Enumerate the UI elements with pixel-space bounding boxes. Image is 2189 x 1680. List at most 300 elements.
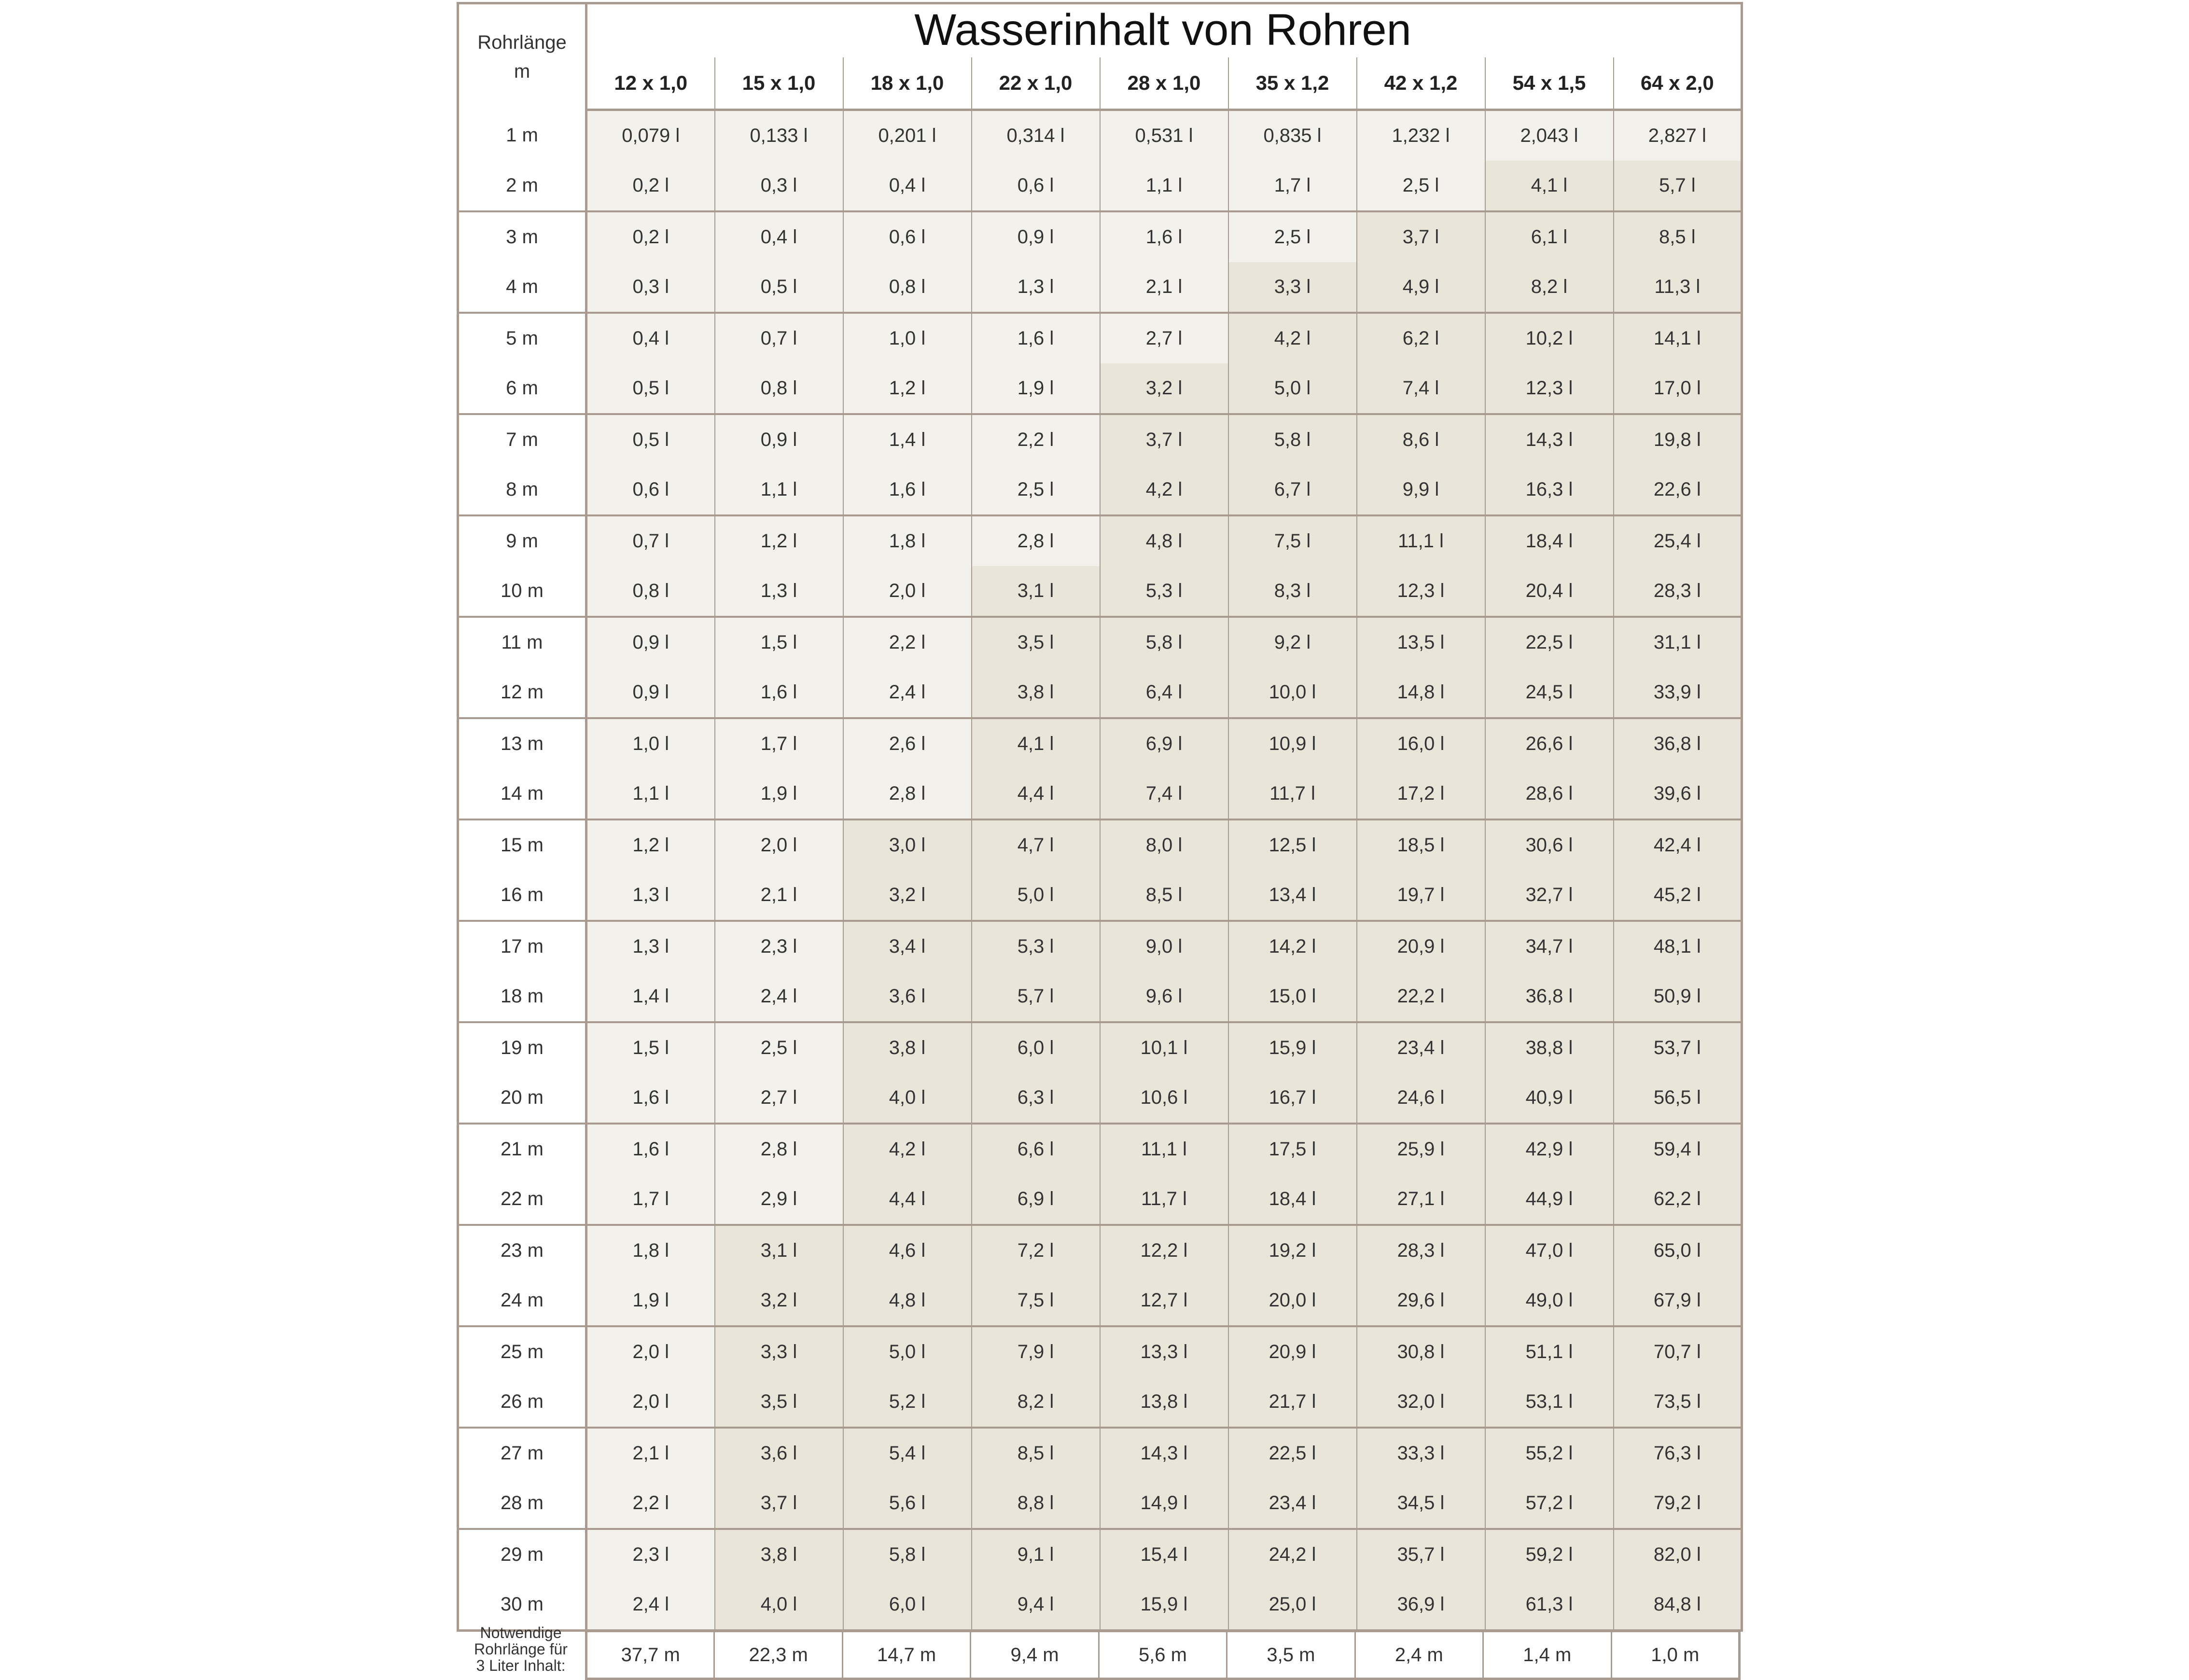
volume-cell: 17,2 l [1357,769,1485,819]
volume-cell: 18,4 l [1228,1174,1357,1225]
volume-cell: 12,3 l [1357,566,1485,617]
volume-cell: 5,8 l [843,1529,972,1580]
row-length: 3 m [458,211,586,262]
row-header-line-2: m [514,61,530,83]
volume-cell: 5,8 l [1228,414,1357,465]
volume-cell: 0,7 l [715,313,843,363]
volume-cell: 8,2 l [1485,262,1614,313]
volume-cell: 0,8 l [715,363,843,414]
volume-cell: 1,9 l [715,769,843,819]
table-row [458,819,1742,870]
volume-cell: 4,1 l [972,718,1100,769]
table-row [458,1326,1742,1377]
row-length: 17 m [458,921,586,972]
volume-cell: 15,9 l [1100,1580,1228,1631]
volume-cell: 6,2 l [1357,313,1485,363]
volume-cell: 4,4 l [972,769,1100,819]
volume-cell: 53,1 l [1485,1377,1614,1428]
volume-cell: 28,3 l [1614,566,1742,617]
volume-cell: 0,9 l [715,414,843,465]
volume-cell: 3,2 l [1100,363,1228,414]
volume-cell: 42,9 l [1485,1124,1614,1174]
volume-cell: 3,5 l [972,617,1100,667]
volume-cell: 65,0 l [1614,1225,1742,1276]
volume-cell: 0,201 l [843,110,972,161]
volume-cell: 4,2 l [1100,465,1228,515]
volume-cell: 5,3 l [972,921,1100,972]
volume-cell: 5,7 l [972,972,1100,1022]
volume-cell: 1,3 l [972,262,1100,313]
volume-cell: 16,3 l [1485,465,1614,515]
volume-cell: 7,9 l [972,1326,1100,1377]
table-row [458,414,1742,465]
volume-cell: 1,4 l [586,972,715,1022]
volume-cell: 3,5 l [715,1377,843,1428]
row-length: 9 m [458,515,586,566]
volume-cell: 3,0 l [843,819,972,870]
volume-cell: 15,4 l [1100,1529,1228,1580]
table-row [458,1428,1742,1478]
volume-cell: 4,0 l [715,1580,843,1631]
volume-cell: 34,5 l [1357,1478,1485,1529]
volume-cell: 57,2 l [1485,1478,1614,1529]
volume-cell: 6,7 l [1228,465,1357,515]
volume-cell: 38,8 l [1485,1022,1614,1073]
volume-cell: 3,8 l [843,1022,972,1073]
row-length: 6 m [458,363,586,414]
volume-cell: 1,9 l [972,363,1100,414]
page-title: Wasserinhalt von Rohren [914,5,1411,55]
volume-cell: 82,0 l [1614,1529,1742,1580]
volume-cell: 35,7 l [1357,1529,1485,1580]
volume-cell: 42,4 l [1614,819,1742,870]
row-length: 10 m [458,566,586,617]
volume-cell: 31,1 l [1614,617,1742,667]
volume-cell: 0,2 l [586,211,715,262]
table-row [458,161,1742,211]
required-length-cell: 22,3 m [714,1631,842,1679]
volume-cell: 1,0 l [586,718,715,769]
volume-cell: 23,4 l [1357,1022,1485,1073]
volume-cell: 0,5 l [715,262,843,313]
column-header: 12 x 1,0 [586,57,715,110]
volume-cell: 1,2 l [843,363,972,414]
required-length-cell: 2,4 m [1355,1631,1483,1679]
column-header: 64 x 2,0 [1614,57,1742,110]
table-row [458,870,1742,921]
volume-cell: 24,5 l [1485,667,1614,718]
volume-cell: 26,6 l [1485,718,1614,769]
volume-cell: 1,3 l [586,870,715,921]
volume-cell: 17,0 l [1614,363,1742,414]
volume-cell: 8,5 l [972,1428,1100,1478]
volume-cell: 0,133 l [715,110,843,161]
volume-cell: 2,9 l [715,1174,843,1225]
volume-cell: 10,0 l [1228,667,1357,718]
volume-cell: 6,1 l [1485,211,1614,262]
volume-cell: 49,0 l [1485,1276,1614,1326]
table-row [458,211,1742,262]
volume-cell: 4,1 l [1485,161,1614,211]
volume-cell: 2,4 l [715,972,843,1022]
volume-cell: 6,4 l [1100,667,1228,718]
volume-cell: 2,7 l [1100,313,1228,363]
footer-table [585,1630,1741,1680]
volume-cell: 61,3 l [1485,1580,1614,1631]
row-length: 16 m [458,870,586,921]
volume-cell: 19,8 l [1614,414,1742,465]
volume-cell: 12,3 l [1485,363,1614,414]
column-header: 22 x 1,0 [972,57,1100,110]
volume-cell: 7,5 l [972,1276,1100,1326]
volume-cell: 2,8 l [972,515,1100,566]
volume-cell: 25,9 l [1357,1124,1485,1174]
row-length: 24 m [458,1276,586,1326]
footer-label-line-1: Notwendige [480,1624,562,1641]
volume-cell: 51,1 l [1485,1326,1614,1377]
volume-cell: 3,1 l [972,566,1100,617]
volume-cell: 0,5 l [586,363,715,414]
volume-cell: 4,4 l [843,1174,972,1225]
volume-cell: 20,9 l [1357,921,1485,972]
volume-cell: 10,1 l [1100,1022,1228,1073]
volume-cell: 8,2 l [972,1377,1100,1428]
volume-cell: 30,6 l [1485,819,1614,870]
row-length: 28 m [458,1478,586,1529]
required-length-cell: 1,4 m [1483,1631,1611,1679]
volume-cell: 48,1 l [1614,921,1742,972]
volume-cell: 0,6 l [586,465,715,515]
table-row [458,1276,1742,1326]
column-header: 15 x 1,0 [715,57,843,110]
row-length: 20 m [458,1073,586,1124]
volume-cell: 0,531 l [1100,110,1228,161]
row-length: 15 m [458,819,586,870]
table-row [458,1529,1742,1580]
volume-cell: 1,232 l [1357,110,1485,161]
volume-cell: 45,2 l [1614,870,1742,921]
volume-cell: 1,7 l [586,1174,715,1225]
volume-cell: 11,1 l [1100,1124,1228,1174]
required-length-cell: 9,4 m [971,1631,1099,1679]
volume-cell: 3,1 l [715,1225,843,1276]
volume-cell: 2,5 l [715,1022,843,1073]
volume-cell: 20,4 l [1485,566,1614,617]
volume-cell: 22,5 l [1485,617,1614,667]
volume-cell: 2,8 l [843,769,972,819]
volume-cell: 3,7 l [715,1478,843,1529]
volume-cell: 1,6 l [586,1124,715,1174]
volume-cell: 0,3 l [586,262,715,313]
table-row [458,921,1742,972]
volume-cell: 24,2 l [1228,1529,1357,1580]
volume-table [457,2,1743,1632]
volume-cell: 3,2 l [843,870,972,921]
row-length: 26 m [458,1377,586,1428]
volume-cell: 4,0 l [843,1073,972,1124]
volume-cell: 1,4 l [843,414,972,465]
volume-cell: 39,6 l [1614,769,1742,819]
volume-cell: 70,7 l [1614,1326,1742,1377]
volume-cell: 3,6 l [843,972,972,1022]
volume-cell: 14,2 l [1228,921,1357,972]
volume-cell: 2,4 l [843,667,972,718]
volume-cell: 15,0 l [1228,972,1357,1022]
volume-cell: 2,3 l [715,921,843,972]
volume-cell: 9,6 l [1100,972,1228,1022]
table-row [458,1073,1742,1124]
volume-cell: 6,0 l [843,1580,972,1631]
volume-cell: 40,9 l [1485,1073,1614,1124]
volume-cell: 8,5 l [1100,870,1228,921]
required-length-cell: 3,5 m [1227,1631,1355,1679]
volume-cell: 6,9 l [972,1174,1100,1225]
volume-cell: 14,3 l [1485,414,1614,465]
table-row [458,1174,1742,1225]
table-row [458,515,1742,566]
row-length: 5 m [458,313,586,363]
volume-cell: 4,8 l [843,1276,972,1326]
volume-cell: 16,0 l [1357,718,1485,769]
volume-cell: 2,0 l [715,819,843,870]
volume-cell: 0,8 l [843,262,972,313]
row-length: 21 m [458,1124,586,1174]
volume-cell: 29,6 l [1357,1276,1485,1326]
volume-cell: 9,1 l [972,1529,1100,1580]
volume-cell: 4,6 l [843,1225,972,1276]
volume-cell: 5,0 l [1228,363,1357,414]
volume-cell: 44,9 l [1485,1174,1614,1225]
volume-cell: 1,1 l [1100,161,1228,211]
volume-cell: 1,1 l [715,465,843,515]
volume-cell: 1,5 l [715,617,843,667]
volume-cell: 33,9 l [1614,667,1742,718]
volume-cell: 1,0 l [843,313,972,363]
volume-cell: 28,3 l [1357,1225,1485,1276]
volume-cell: 47,0 l [1485,1225,1614,1276]
volume-cell: 4,8 l [1100,515,1228,566]
table-row [458,769,1742,819]
volume-cell: 76,3 l [1614,1428,1742,1478]
column-header: 54 x 1,5 [1485,57,1614,110]
volume-cell: 12,5 l [1228,819,1357,870]
volume-cell: 21,7 l [1228,1377,1357,1428]
required-length-cell: 37,7 m [586,1631,714,1679]
volume-cell: 22,6 l [1614,465,1742,515]
volume-cell: 5,0 l [843,1326,972,1377]
volume-cell: 9,9 l [1357,465,1485,515]
volume-cell: 3,8 l [715,1529,843,1580]
volume-cell: 7,2 l [972,1225,1100,1276]
volume-cell: 1,1 l [586,769,715,819]
volume-cell: 2,1 l [1100,262,1228,313]
volume-cell: 5,3 l [1100,566,1228,617]
volume-cell: 0,9 l [972,211,1100,262]
volume-cell: 2,043 l [1485,110,1614,161]
row-length: 4 m [458,262,586,313]
volume-cell: 2,1 l [715,870,843,921]
volume-cell: 1,9 l [586,1276,715,1326]
volume-cell: 8,5 l [1614,211,1742,262]
volume-cell: 11,7 l [1100,1174,1228,1225]
volume-cell: 4,2 l [843,1124,972,1174]
table-row [458,667,1742,718]
volume-cell: 10,9 l [1228,718,1357,769]
row-length: 2 m [458,161,586,211]
volume-cell: 22,2 l [1357,972,1485,1022]
volume-cell: 0,7 l [586,515,715,566]
volume-cell: 56,5 l [1614,1073,1742,1124]
volume-cell: 13,8 l [1100,1377,1228,1428]
table-row [458,1580,1742,1631]
volume-cell: 0,8 l [586,566,715,617]
column-header: 35 x 1,2 [1228,57,1357,110]
volume-cell: 9,4 l [972,1580,1100,1631]
volume-cell: 0,6 l [843,211,972,262]
volume-cell: 3,3 l [1228,262,1357,313]
volume-cell: 2,2 l [586,1478,715,1529]
row-length: 14 m [458,769,586,819]
volume-cell: 19,7 l [1357,870,1485,921]
volume-cell: 0,314 l [972,110,1100,161]
row-length: 8 m [458,465,586,515]
table-row [458,1225,1742,1276]
volume-cell: 2,6 l [843,718,972,769]
volume-cell: 1,6 l [586,1073,715,1124]
table-row [458,262,1742,313]
volume-cell: 1,2 l [715,515,843,566]
volume-cell: 2,1 l [586,1428,715,1478]
volume-cell: 18,4 l [1485,515,1614,566]
required-length-cell: 14,7 m [842,1631,970,1679]
volume-cell: 5,7 l [1614,161,1742,211]
volume-cell: 13,4 l [1228,870,1357,921]
volume-cell: 9,0 l [1100,921,1228,972]
volume-cell: 53,7 l [1614,1022,1742,1073]
volume-cell: 55,2 l [1485,1428,1614,1478]
volume-cell: 4,2 l [1228,313,1357,363]
volume-cell: 12,2 l [1100,1225,1228,1276]
volume-cell: 1,5 l [586,1022,715,1073]
row-header-label [458,3,586,110]
volume-cell: 14,1 l [1614,313,1742,363]
table-row [458,617,1742,667]
volume-cell: 0,9 l [586,617,715,667]
volume-cell: 1,6 l [1100,211,1228,262]
volume-cell: 84,8 l [1614,1580,1742,1631]
volume-cell: 13,5 l [1357,617,1485,667]
volume-cell: 1,3 l [586,921,715,972]
table-row [458,566,1742,617]
volume-cell: 0,835 l [1228,110,1357,161]
volume-cell: 20,0 l [1228,1276,1357,1326]
row-length: 7 m [458,414,586,465]
row-length: 19 m [458,1022,586,1073]
volume-cell: 2,827 l [1614,110,1742,161]
volume-cell: 3,8 l [972,667,1100,718]
volume-cell: 8,3 l [1228,566,1357,617]
volume-cell: 59,4 l [1614,1124,1742,1174]
volume-cell: 3,4 l [843,921,972,972]
row-length: 27 m [458,1428,586,1478]
row-length: 23 m [458,1225,586,1276]
row-length: 12 m [458,667,586,718]
volume-cell: 2,8 l [715,1124,843,1174]
volume-cell: 23,4 l [1228,1478,1357,1529]
row-length: 13 m [458,718,586,769]
volume-cell: 3,6 l [715,1428,843,1478]
volume-cell: 3,7 l [1100,414,1228,465]
volume-cell: 4,7 l [972,819,1100,870]
volume-cell: 2,4 l [586,1580,715,1631]
volume-cell: 32,0 l [1357,1377,1485,1428]
volume-cell: 25,0 l [1228,1580,1357,1631]
row-length: 11 m [458,617,586,667]
volume-cell: 5,2 l [843,1377,972,1428]
volume-cell: 4,9 l [1357,262,1485,313]
volume-cell: 3,3 l [715,1326,843,1377]
volume-cell: 0,4 l [843,161,972,211]
volume-cell: 1,2 l [586,819,715,870]
volume-cell: 1,6 l [843,465,972,515]
row-length: 18 m [458,972,586,1022]
volume-cell: 59,2 l [1485,1529,1614,1580]
required-length-cell: 1,0 m [1611,1631,1740,1679]
volume-cell: 5,0 l [972,870,1100,921]
column-header: 42 x 1,2 [1357,57,1485,110]
volume-cell: 16,7 l [1228,1073,1357,1124]
volume-cell: 1,7 l [715,718,843,769]
volume-cell: 5,8 l [1100,617,1228,667]
volume-cell: 14,8 l [1357,667,1485,718]
volume-cell: 1,6 l [715,667,843,718]
volume-cell: 0,4 l [715,211,843,262]
volume-cell: 1,6 l [972,313,1100,363]
volume-cell: 18,5 l [1357,819,1485,870]
volume-cell: 27,1 l [1357,1174,1485,1225]
volume-cell: 3,2 l [715,1276,843,1326]
volume-cell: 2,2 l [972,414,1100,465]
volume-cell: 2,3 l [586,1529,715,1580]
volume-cell: 10,6 l [1100,1073,1228,1124]
volume-cell: 0,6 l [972,161,1100,211]
volume-cell: 2,2 l [843,617,972,667]
volume-cell: 0,5 l [586,414,715,465]
volume-cell: 36,8 l [1485,972,1614,1022]
volume-cell: 36,9 l [1357,1580,1485,1631]
volume-cell: 6,3 l [972,1073,1100,1124]
volume-cell: 33,3 l [1357,1428,1485,1478]
footer-required-length [457,1624,1741,1674]
volume-cell: 1,3 l [715,566,843,617]
table-row [458,313,1742,363]
volume-cell: 2,0 l [843,566,972,617]
footer-label [457,1624,585,1674]
volume-cell: 30,8 l [1357,1326,1485,1377]
volume-cell: 8,8 l [972,1478,1100,1529]
volume-cell: 2,5 l [1228,211,1357,262]
volume-cell: 1,8 l [586,1225,715,1276]
volume-cell: 34,7 l [1485,921,1614,972]
volume-cell: 12,7 l [1100,1276,1228,1326]
table-row [458,1022,1742,1073]
table-row [458,1478,1742,1529]
volume-cell: 1,7 l [1228,161,1357,211]
volume-cell: 19,2 l [1228,1225,1357,1276]
volume-cell: 13,3 l [1100,1326,1228,1377]
table-row [458,718,1742,769]
volume-cell: 6,0 l [972,1022,1100,1073]
